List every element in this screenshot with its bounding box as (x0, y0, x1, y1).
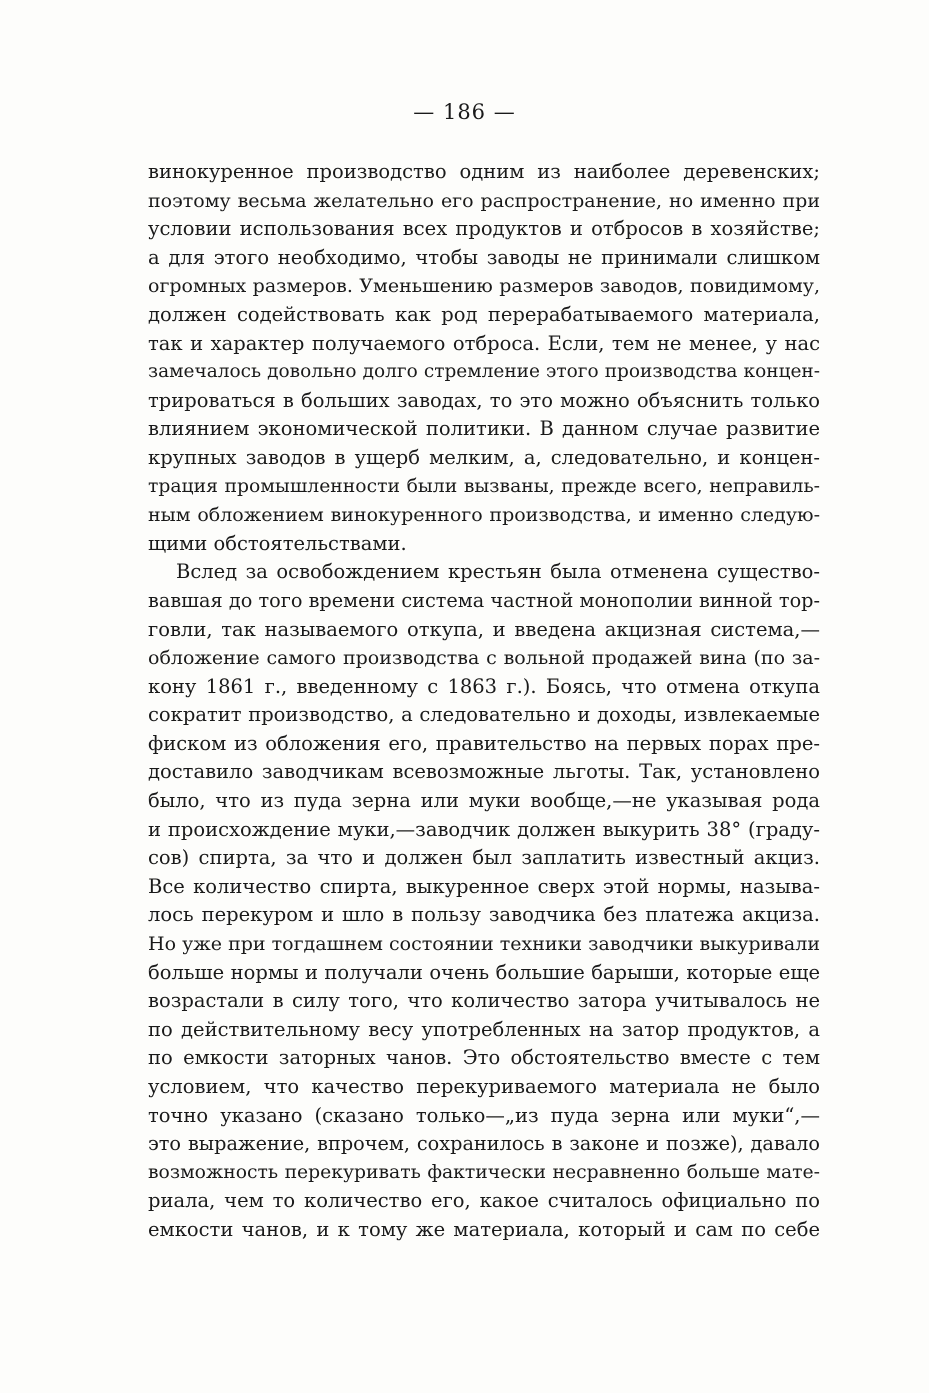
text-line: риала, чем то количество его, какое считалось официально по (148, 1189, 820, 1213)
text-line: по емкости заторных чанов. Это обстоятельство вместе с тем (148, 1046, 820, 1070)
text-line: точно указано (сказано только—„из пуда зерна или муки“,— (148, 1103, 820, 1127)
text-line: емкости чанов, и к тому же материала, который и сам по себе (148, 1217, 820, 1241)
text-line: условии использования всех продуктов и отбросов в хозяйстве; (148, 217, 820, 241)
text-line: поэтому весьма желательно его распространение, но именно при (148, 189, 820, 212)
text-line: это выражение, впрочем, сохранилось в законе и позже), давало (148, 1132, 820, 1156)
text-line: говли, так называемого откупа, и введена акцизная система,— (148, 617, 820, 641)
text-line: лось перекуром и шло в пользу заводчика без платежа акциза. (148, 903, 820, 927)
text-line: влиянием экономической политики. В данном случае развитие (148, 417, 820, 441)
text-line: винокуренное производство одним из наиболее деревенских; (148, 160, 820, 183)
text-line: огромных размеров. Уменьшению размеров заводов, повидимому, (148, 275, 820, 298)
text-line: замечалось довольно долго стремление этого производства концен- (148, 361, 820, 383)
text-line: обложение самого производства с вольной продажей вина (по за- (148, 647, 820, 670)
text-line: трироваться в больших заводах, то это можно объяснить только (148, 388, 820, 412)
text-line: так и характер получаемого отброса. Если, тем не менее, у нас (148, 331, 820, 355)
paragraph-2 (148, 558, 820, 1244)
text-line: Но уже при тогдашнем состоянии техники заводчики выкуривали (148, 933, 820, 956)
page-number: — 186 — (413, 100, 516, 124)
text-line: доставило заводчикам всевозможные льготы. Так, установлено (148, 760, 820, 784)
text-line: было, что из пуда зерна или муки вообще,—не указывая рода (148, 789, 820, 813)
text-line: сократит производство, а следовательно и доходы, извлекаемые (148, 703, 820, 727)
text-line: фиском из обложения его, правительство на первых порах пре- (148, 731, 820, 755)
text-line: и происхождение муки,—заводчик должен выкурить 38° (граду- (148, 817, 820, 841)
text-line: больше нормы и получали очень большие барыши, которые еще (148, 960, 820, 984)
text-line: возможность перекуривать фактически несравненно больше мате- (148, 1161, 820, 1183)
text-line: Вслед за освобождением крестьян была отменена существо- (176, 560, 820, 584)
text-line: трация промышленности были вызваны, прежде всего, неправиль- (148, 475, 820, 497)
body-text (148, 158, 820, 1245)
text-line: должен содействовать как род перерабатываемого материала, (148, 302, 820, 326)
text-line: Все количество спирта, выкуренное сверх этой нормы, называ- (148, 874, 820, 898)
text-line: вавшая до того времени система частной монополии винной тор- (148, 588, 820, 612)
text-line: крупных заводов в ущерб мелким, а, следовательно, и концен- (148, 445, 820, 469)
text-line: условием, что качество перекуриваемого материала не было (148, 1075, 820, 1098)
text-line: кону 1861 г., введенному с 1863 г.). Боясь, что отмена откупа (148, 674, 820, 698)
text-line: по действительному весу употребленных на затор продуктов, а (148, 1017, 820, 1041)
text-line: а для этого необходимо, чтобы заводы не принимали слишком (148, 245, 820, 269)
text-line: щими обстоятельствами. (148, 531, 407, 555)
paragraph-1 (148, 158, 820, 558)
text-line: возрастали в силу того, что количество затора учитывалось не (148, 989, 820, 1013)
text-line: сов) спирта, за что и должен был заплатить известный акциз. (148, 846, 820, 870)
text-line: ным обложением винокуренного производства, и именно следую- (148, 504, 820, 527)
